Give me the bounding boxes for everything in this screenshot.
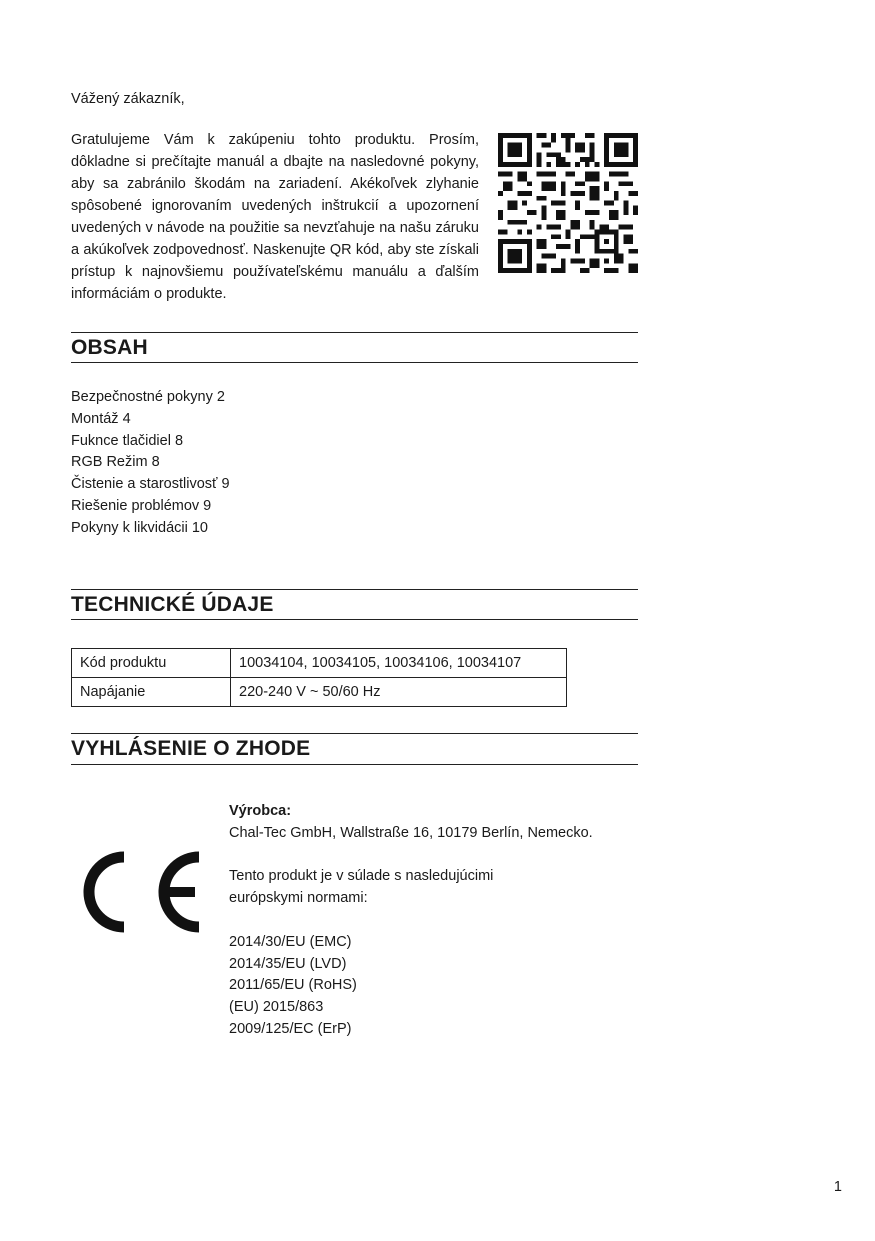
statement-line: európskymi normami: <box>229 890 368 907</box>
contents-heading: OBSAH <box>71 336 148 359</box>
conformity-heading: VYHLÁSENIE O ZHODE <box>71 737 311 760</box>
norm-item: 2011/65/EU (RoHS) <box>229 977 357 994</box>
statement-line: Tento produkt je v súlade s nasledujúcimi <box>229 868 494 885</box>
greeting: Vážený zákazník, <box>71 91 185 107</box>
qr-code-icon[interactable] <box>498 133 638 273</box>
toc-item[interactable]: Pokyny k likvidácii 10 <box>71 519 208 536</box>
norm-item: 2014/30/EU (EMC) <box>229 933 352 950</box>
toc-item[interactable]: Fuknce tlačidiel 8 <box>71 432 184 449</box>
ce-mark-icon <box>83 848 208 936</box>
technical-heading: TECHNICKÉ ÚDAJE <box>71 593 274 616</box>
toc-item[interactable]: Bezpečnostné pokyny 2 <box>71 389 225 405</box>
norm-item: (EU) 2015/863 <box>229 999 324 1016</box>
table-row <box>72 649 567 678</box>
spec-value: 220-240 V ~ 50/60 Hz <box>231 678 567 707</box>
spec-label: Kód produktu <box>72 649 231 678</box>
norm-item: 2014/35/EU (LVD) <box>229 955 347 972</box>
spec-value: 10034104, 10034105, 10034106, 10034107 <box>231 649 567 678</box>
intro-paragraph: Gratulujeme Vám k zakúpeniu tohto produktu. Prosím, dôkladne si prečítajte manuál a dbajte na nasledovné pokyny, aby sa zabránilo škodám na zariadení. Akékoľvek zlyhanie spôsobené ignorovaním uvedených inštrukcií a upozornení uvedených v návode na použitie sa nevzťahuje na našu záruku a akúkoľvek zodpovednosť. Naskenujte QR kód, aby ste získali prístup k najnovšiemu používateľskému manuálu a ďalším informáciám o produkte. <box>71 132 479 302</box>
conformity-section-header <box>71 733 638 765</box>
spec-label: Napájanie <box>72 678 231 707</box>
toc-item[interactable]: Montáž 4 <box>71 410 131 427</box>
toc-item[interactable]: Riešenie problémov 9 <box>71 497 212 514</box>
contents-section-header <box>71 332 638 363</box>
page-number: 1 <box>833 1179 842 1195</box>
manufacturer-address: Chal-Tec GmbH, Wallstraße 16, 10179 Berlín, Nemecko. <box>229 824 593 841</box>
conformity-text <box>229 801 593 1041</box>
toc-item[interactable]: RGB Režim 8 <box>71 454 160 471</box>
manufacturer-label: Výrobca: <box>229 803 292 819</box>
technical-section-header <box>71 589 638 620</box>
table-row <box>72 678 567 707</box>
toc-item[interactable]: Čistenie a starostlivosť 9 <box>71 476 230 493</box>
norm-item: 2009/125/EC (ErP) <box>229 1020 352 1037</box>
table-of-contents <box>71 387 230 540</box>
technical-data-table <box>71 648 567 707</box>
